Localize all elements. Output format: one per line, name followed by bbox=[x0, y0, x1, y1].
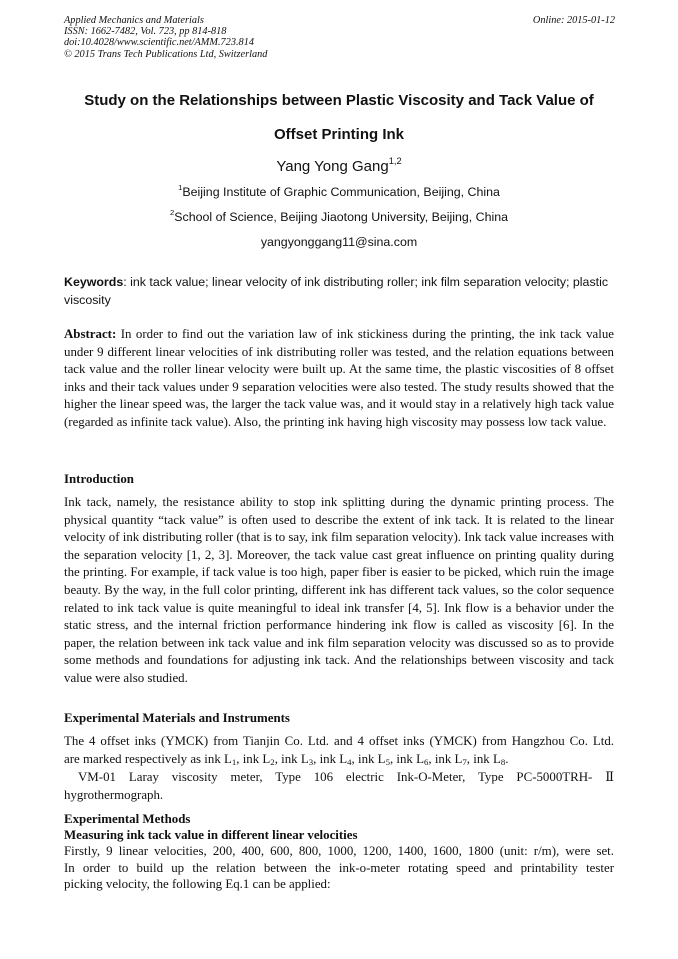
introduction-text: Ink tack, namely, the resistance ability to stop ink splitting during the dynamic printing process. The physical quantity “tack value” is often used to describe the extent of ink tack. It is related to the linear velocity of ink distributing roller (that is to say, ink film separation velocity). Ink tack value increases with the separation velocity [1, 2, 3]. Moreover, the tack value cast great influence on printing quality during the printing. For example, if tack value is too high, paper fiber is easier to be picked, which ruin the image beauty. By the way, in the full color printing, different ink has different tack values, so the color sequence related to ink tack value is quite meaningful to ideal ink transfer [4, 5]. Ink flow is a behavior under the static stress, and the internal friction performance hindering ink flow is called as viscosity [6]. In the paper, the relation between ink tack value and ink film separation velocity was discussed so as to provide some methods and foundations for adjusting ink tack. And the relationships between viscosity and tack value were also studied. bbox=[64, 495, 614, 685]
journal-name: Applied Mechanics and Materials bbox=[64, 15, 204, 26]
abstract-text: In order to find out the variation law of ink stickiness during the printing, the ink tack value under 9 different linear velocities of ink distributing roller was tested, and the relation equations between tack value and the roller linear velocity were built up. At the same time, the plastic viscosities of 8 offset inks and their tack values under 9 separation velocities were also tested. The study results showed that the higher the linear speed was, the larger the tack value was, and it would stay in a relatively high tack value (regarded as infinite tack value). Also, the printing ink having high viscosity may possess low tack value. bbox=[64, 327, 614, 429]
materials-line-2: are marked respectively as ink $L_1$, ink $L_2$, ink $L_3$, ink $L_4$, ink $L_5$, ink $L_6$, ink $L_7$, ink $L_8$. bbox=[64, 752, 509, 768]
abstract bbox=[64, 326, 614, 432]
methods-line-2: In order to build up the relation between the ink-o-meter rotating speed and printability tester bbox=[64, 861, 614, 875]
paper-title-line-2: Offset Printing Ink bbox=[273, 126, 404, 143]
paper-title-line-1: Study on the Relationships between Plastic Viscosity and Tack Value of bbox=[84, 92, 594, 109]
methods-heading: Experimental Methods bbox=[64, 812, 191, 826]
methods-subheading: Measuring ink tack value in different linear velocities bbox=[64, 828, 358, 842]
author-email: yangyonggang11@sina.com bbox=[260, 235, 418, 249]
methods-line-3: picking velocity, the following Eq.1 can be applied: bbox=[64, 877, 331, 891]
introduction-heading: Introduction bbox=[64, 472, 134, 486]
doi-line: doi:10.4028/www.scientific.net/AMM.723.814 bbox=[64, 37, 254, 49]
keywords bbox=[64, 273, 616, 309]
issn-line: ISSN: 1662-7482, Vol. 723, pp 814-818 bbox=[64, 26, 227, 38]
affiliation-2: $^2$School of Science, Beijing Jiaotong University, Beijing, China bbox=[169, 208, 509, 224]
materials-line-4: hygrothermograph. bbox=[64, 788, 164, 802]
materials-heading: Experimental Materials and Instruments bbox=[64, 711, 290, 725]
materials-line-3: VM-01 Laray viscosity meter, Type 106 electric Ink-O-Meter, Type PC-5000TRH- Ⅱ bbox=[78, 770, 614, 784]
author-name: Yang Yong Gang bbox=[276, 158, 389, 175]
copyright-line: © 2015 Trans Tech Publications Ltd, Switzerland bbox=[64, 48, 268, 60]
author bbox=[40, 155, 638, 175]
online-date: Online: 2015-01-12 bbox=[532, 15, 615, 26]
materials-line-1: The 4 offset inks (YMCK) from Tianjin Co. Ltd. and 4 offset inks (YMCK) from Hangzhou Co. Ltd. bbox=[64, 734, 614, 748]
methods-line-1: Firstly, 9 linear velocities, 200, 400, 600, 800, 1000, 1200, 1400, 1600, 1800 (unit: r/m), were set. bbox=[64, 844, 614, 858]
journal-meta bbox=[64, 15, 267, 60]
keywords-label: Keywords bbox=[64, 275, 124, 289]
abstract-label: Abstract: bbox=[64, 327, 117, 341]
author-affiliation-marks: 1,2 bbox=[388, 155, 402, 166]
keywords-text: : ink tack value; linear velocity of ink distributing roller; ink film separation velocity; plastic viscosity bbox=[64, 275, 609, 307]
affiliation-1: $^1$Beijing Institute of Graphic Communication, Beijing, China bbox=[178, 183, 500, 199]
